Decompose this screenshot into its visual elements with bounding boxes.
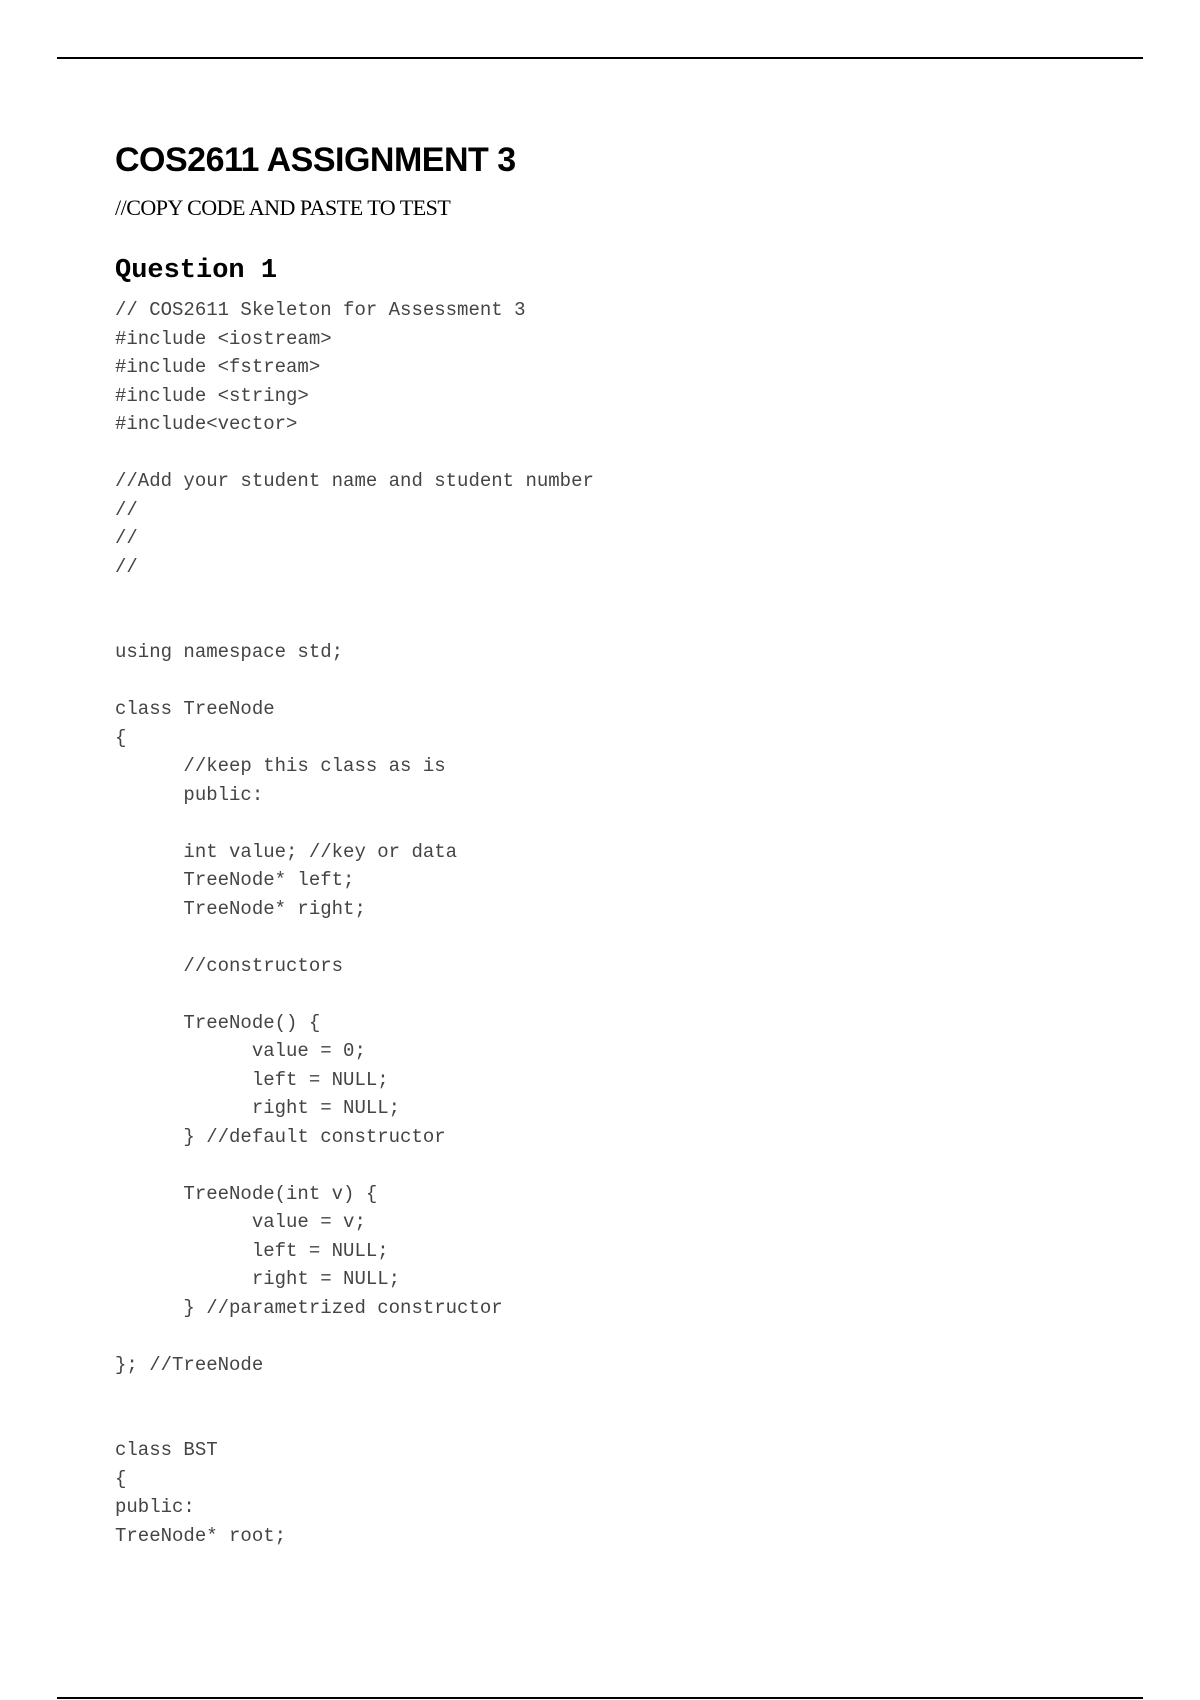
code-line: TreeNode* left; xyxy=(115,869,355,891)
code-line: left = NULL; xyxy=(115,1068,389,1091)
code-line: int value; //key or data xyxy=(115,840,458,863)
code-listing xyxy=(115,296,1115,1550)
code-line xyxy=(115,439,1115,468)
code-line xyxy=(115,1379,1115,1408)
code-line: TreeNode(int v) { xyxy=(115,1182,378,1205)
code-line xyxy=(115,1151,1115,1180)
code-line: //keep this class as is xyxy=(115,755,446,777)
code-line: public: xyxy=(115,783,264,806)
question-heading: Question 1 xyxy=(115,256,278,286)
code-line: // COS2611 Skeleton for Assessment 3 xyxy=(115,299,526,321)
code-line xyxy=(115,923,1115,952)
document-body xyxy=(115,130,1115,1550)
code-line xyxy=(115,809,1115,838)
code-line: // xyxy=(115,498,138,521)
code-line: class BST xyxy=(115,1439,218,1461)
code-line: } //default constructor xyxy=(115,1125,446,1148)
code-line: right = NULL; xyxy=(115,1268,401,1290)
code-line: TreeNode* root; xyxy=(115,1524,287,1547)
code-line: TreeNode* right; xyxy=(115,897,366,920)
footer-rule xyxy=(57,1697,1143,1699)
code-line: // xyxy=(115,555,138,578)
code-line xyxy=(115,980,1115,1009)
code-line: value = v; xyxy=(115,1211,366,1233)
code-line: class TreeNode xyxy=(115,698,275,720)
code-line: //Add your student name and student number xyxy=(115,470,594,492)
document-subtitle: //COPY CODE AND PASTE TO TEST xyxy=(115,195,451,220)
code-line: #include<vector> xyxy=(115,413,298,435)
code-line xyxy=(115,610,1115,639)
document-title: COS2611 ASSIGNMENT 3 xyxy=(115,141,516,179)
code-line: right = NULL; xyxy=(115,1097,401,1119)
code-line: left = NULL; xyxy=(115,1239,389,1262)
code-line: //constructors xyxy=(115,954,344,977)
code-line: #include <string> xyxy=(115,384,309,407)
code-line: #include <iostream> xyxy=(115,327,332,350)
code-line xyxy=(115,1322,1115,1351)
code-line: public: xyxy=(115,1496,195,1518)
code-line xyxy=(115,581,1115,610)
code-line xyxy=(115,667,1115,696)
code-line: { xyxy=(115,1467,127,1490)
code-line: } //parametrized constructor xyxy=(115,1296,503,1319)
code-line: value = 0; xyxy=(115,1040,366,1062)
code-line: #include <fstream> xyxy=(115,356,321,378)
code-line: TreeNode() { xyxy=(115,1011,321,1034)
code-line: }; //TreeNode xyxy=(115,1353,264,1376)
code-line: using namespace std; xyxy=(115,641,344,663)
code-line: { xyxy=(115,726,127,749)
header-rule xyxy=(57,57,1143,59)
code-line: // xyxy=(115,527,138,549)
code-line xyxy=(115,1408,1115,1437)
